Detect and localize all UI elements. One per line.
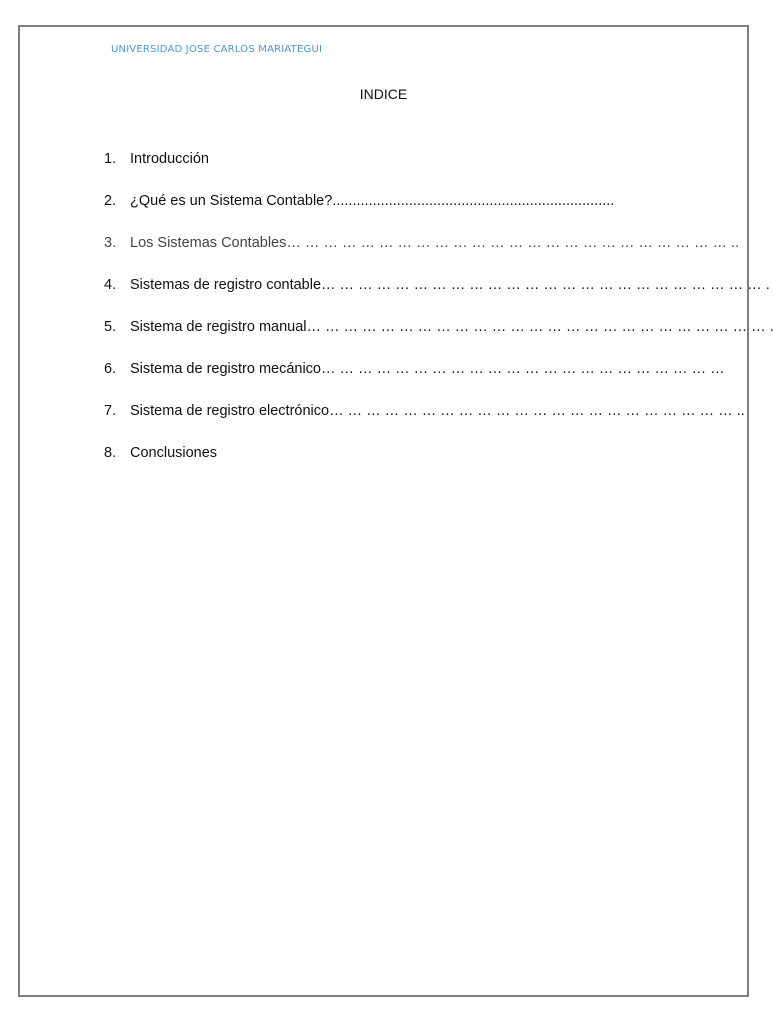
toc-leader-dots: … … … … … … … … … … … … … … … … … … … … … … … … . [321,277,770,293]
toc-item-introduccion [104,151,646,171]
toc-leader-dots: … … … … … … … … … … … … … … … … … … … … … … … … .. [286,235,740,251]
toc-item-number: 6. [104,361,117,377]
toc-item-label: Conclusiones [130,445,218,461]
toc-item-sistemas-registro-contable [104,277,770,297]
toc-item-number: 1. [104,151,117,167]
toc-item-label: Sistema de registro electrónico [130,403,330,419]
toc-leader-dots: … … … … … … … … … … … … … … … … … … … … … … … … … . [306,319,774,335]
toc-item-number: 8. [104,445,117,461]
toc-leader-dots: ...................................................................... [332,193,615,209]
toc-item-number: 3. [104,235,117,251]
toc-item-number: 7. [104,403,117,419]
toc-item-label: ¿Qué es un Sistema Contable? [130,193,333,209]
toc-item-label: Los Sistemas Contables [130,235,287,251]
university-header: UNIVERSIDAD JOSE CARLOS MARIATEGUI [111,44,323,55]
document-page [18,25,774,997]
toc-leader-dots: … … … … … … … … … … … … … … … … … … … … … … [321,361,725,377]
toc-item-label: Sistema de registro manual [130,319,307,335]
toc-item-number: 4. [104,277,117,293]
toc-item-number: 2. [104,193,117,209]
toc-item-label: Sistemas de registro contable [130,277,322,293]
toc-item-registro-manual [104,319,774,339]
toc-item-conclusiones [104,445,646,465]
toc-item-sistemas-contables [104,235,740,255]
page-title: INDICE [359,86,408,102]
toc-item-registro-mecanico [104,361,725,381]
toc-leader-dots: … … … … … … … … … … … … … … … … … … … … … … .. [329,403,745,419]
toc-item-label: Sistema de registro mecánico [130,361,321,377]
toc-item-que-es-sistema-contable [104,193,646,213]
toc-item-registro-electronico [104,403,745,423]
toc-item-label: Introducción [130,151,209,167]
toc-item-number: 5. [104,319,117,335]
